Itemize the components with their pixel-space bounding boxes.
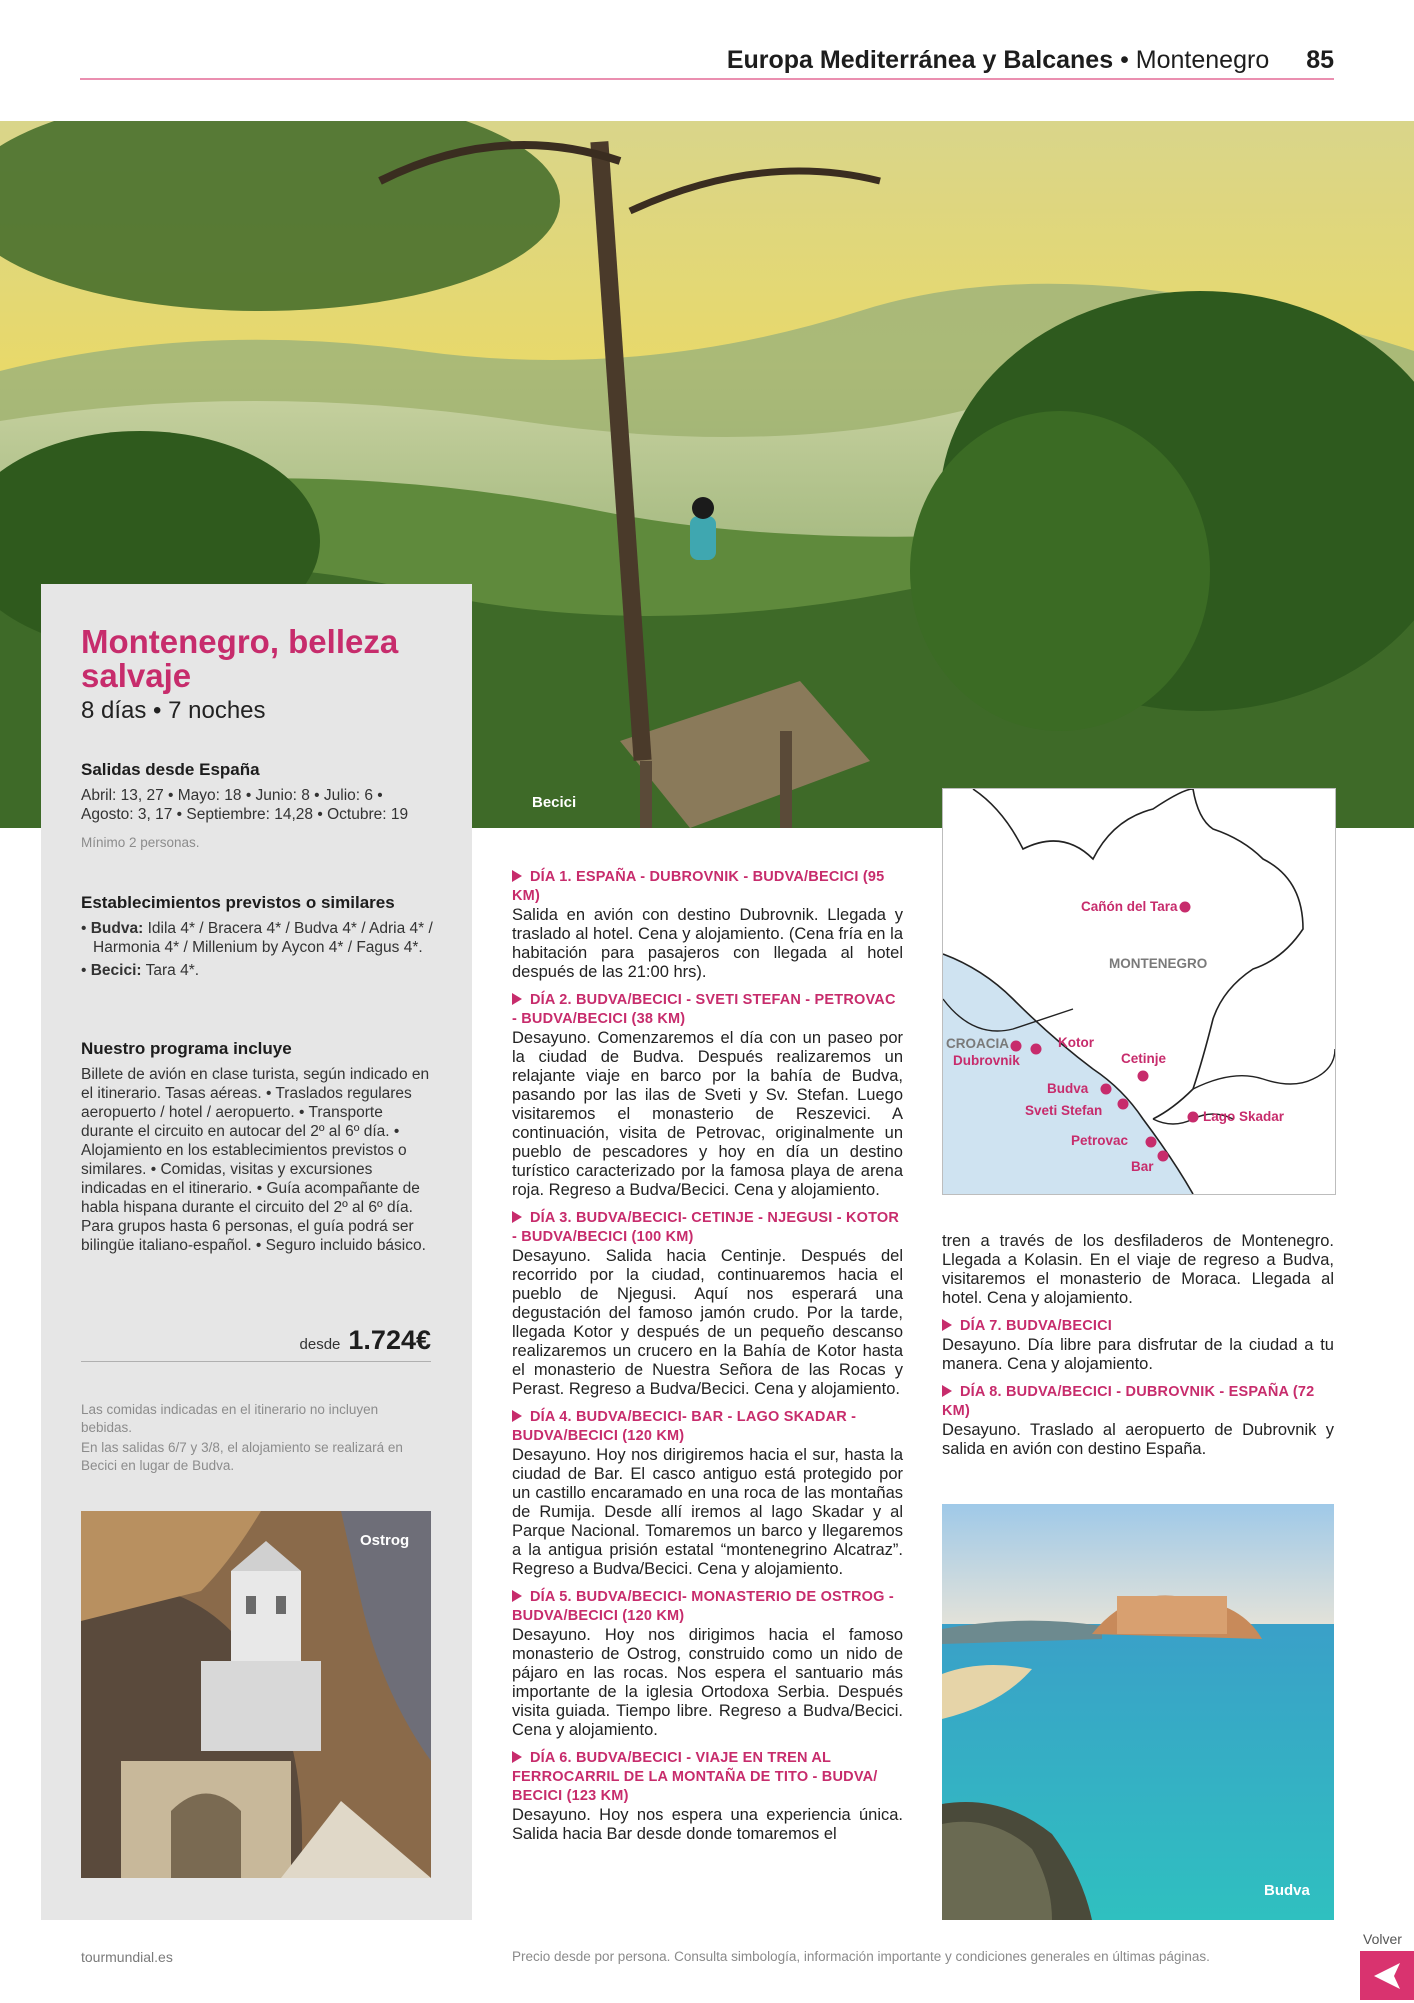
minimum-note: Mínimo 2 personas. (81, 835, 200, 850)
map-label-cetinje: Cetinje (1121, 1051, 1167, 1066)
day-7-title: DÍA 7. BUDVA/BECICI (942, 1317, 1334, 1336)
itinerary-day (512, 1588, 903, 1740)
hotels-section (81, 893, 436, 980)
hotel-names: Tara 4*. (145, 962, 200, 979)
day-6-title: DÍA 6. BUDVA/BECICI - VIAJE EN TREN AL FERROCARRIL DE LA MONTAÑA DE TITO - BUDVA/ BECICI (123 KM) (512, 1750, 878, 1804)
itinerary-day (942, 1383, 1334, 1459)
map-label-montenegro: MONTENEGRO (1109, 956, 1208, 971)
itinerary-column (512, 868, 903, 1853)
ostrog-image (81, 1511, 431, 1878)
map-label-petrovac: Petrovac (1071, 1133, 1129, 1148)
hotel-city: Becici: (90, 962, 142, 979)
budva-image (942, 1504, 1334, 1920)
day-4-title: DÍA 4. BUDVA/BECICI- BAR - LAGO SKADAR - BUDVA/BECICI (120 KM) (512, 1409, 857, 1444)
back-label: Volver (1363, 1931, 1402, 1947)
map-label-budva: Budva (1047, 1081, 1089, 1096)
header-divider (80, 78, 1334, 80)
bookmark-icon (512, 993, 522, 1005)
itinerary-day (512, 991, 903, 1200)
bookmark-icon (512, 1410, 522, 1422)
day-4-text: Desayuno. Hoy nos dirigiremos hacia el sur, hasta la ciudad de Bar. El casco antiguo está protegido por un castillo encaramado en una roca de las montañas de Rumija. Desde allí iremos al lago Skadar y al Parque Nacional. Tomaremos un barco y llegaremos a la antigua prisión estatal “montenegrino Alcatraz”. Regreso a Budva/Becici. Cena y alojamiento. (512, 1446, 903, 1578)
footer-disclaimer: Precio desde por persona. Consulta simbología, información importante y condiciones generales en últimas páginas. (512, 1949, 1210, 1964)
price-block (81, 1325, 431, 1356)
itinerary-column-right (942, 1232, 1334, 1468)
bookmark-icon (942, 1319, 952, 1331)
hotels-heading: Establecimientos previstos o similares (81, 893, 395, 912)
includes-text: Billete de avión en clase turista, según indicado en el itinerario. Tasas aéreas. • Traslados regulares aeropuerto / hotel / aeropuerto. • Transporte durante el circuito en autocar del 2º al 6º día. • Alojamiento en los establecimientos previstos o similares. • Comidas, visitas y excursiones indicadas en el itinerario. • Guía acompañante de habla hispana durante el circuito del 2º al 6º día. Para grupos hasta 6 personas, el guía podrá ser bilingüe italiano-español. • Seguro incluido básico. (81, 1066, 430, 1254)
map-label-tara: Cañón del Tara (1081, 899, 1178, 914)
list-item: • Budva: Idila 4* / Bracera 4* / Budva 4* / Adria 4* / Harmonia 4* / Millenium by Aycon 4* / Fagus 4*. (81, 920, 433, 956)
day-2-text: Desayuno. Comenzaremos el día con un paseo por la ciudad de Budva. Después realizaremos un relajante viaje en barco por la bahía de Budva, pasando por las ilas de Sveti y Sv. Stefan. Luego visitaremos el monasterio de Reszevici. A continuación, visita de Petrovac, originalmente un pueblo de pescadores y hoy en día un destino turístico caracterizado por la famosa playa de arena roja. Regreso a Budva/Becici. Cena y alojamiento. (512, 1029, 903, 1199)
back-button[interactable] (1360, 1951, 1414, 2000)
trip-duration: 8 días • 7 noches (81, 697, 266, 724)
itinerary-day (942, 1232, 1334, 1308)
arrow-left-icon (1360, 1951, 1414, 2000)
map-label-sveti-stefan: Sveti Stefan (1025, 1103, 1103, 1118)
map-label-dubrovnik: Dubrovnik (953, 1053, 1020, 1068)
day-1-text: Salida en avión con destino Dubrovnik. Llegada y traslado al hotel. Cena y alojamiento. (Cena fría en la habitación para pasajeros con llegada al hotel después de las 21:00 hrs). (512, 906, 903, 981)
day-7-text: Desayuno. Día libre para disfrutar de la ciudad a tu manera. Cena y alojamiento. (942, 1336, 1334, 1373)
itinerary-day (512, 1408, 903, 1579)
itinerary-day (942, 1317, 1334, 1374)
price-amount: 1.724€ (348, 1325, 431, 1355)
hotel-names: Idila 4* / Bracera 4* / Budva 4* / Adria 4* / Harmonia 4* / Millenium by Aycon 4* / Fagus 4*. (93, 920, 433, 956)
note-accommodation: En las salidas 6/7 y 3/8, el alojamiento se realizará en Becici en lugar de Budva. (81, 1440, 403, 1473)
departures-section (81, 760, 431, 852)
section-title: Europa Mediterránea y Balcanes (726, 46, 1114, 74)
includes-heading: Nuestro programa incluye (81, 1039, 292, 1058)
page-header (80, 46, 1334, 76)
map-label-lago-skadar: Lago Skadar (1203, 1109, 1285, 1124)
bookmark-icon (512, 1211, 522, 1223)
note-meals: Las comidas indicadas en el itinerario no incluyen bebidas. (81, 1402, 379, 1435)
footer-site[interactable]: tourmundial.es (81, 1949, 173, 1965)
header-country: Montenegro (1135, 46, 1270, 74)
ostrog-caption: Ostrog (360, 1532, 410, 1549)
day-5-title: DÍA 5. BUDVA/BECICI- MONASTERIO DE OSTROG - BUDVA/BECICI (120 KM) (512, 1589, 894, 1624)
day-6-text: Desayuno. Hoy nos espera una experiencia única. Salida hacia Bar desde donde tomaremos el (512, 1806, 903, 1843)
bookmark-icon (512, 1751, 522, 1763)
bookmark-icon (942, 1385, 952, 1397)
itinerary-day (512, 1749, 903, 1844)
bookmark-icon (512, 870, 522, 882)
itinerary-day (512, 868, 903, 982)
day-6-continuation: tren a través de los desfiladeros de Montenegro. Llegada a Kolasin. En el viaje de regreso a Budva, visitaremos el monasterio de Moraca. Llegada al hotel. Cena y alojamiento. (942, 1232, 1334, 1307)
budva-caption: Budva (1264, 1882, 1310, 1899)
departures-dates: Abril: 13, 27 • Mayo: 18 • Junio: 8 • Julio: 6 • Agosto: 3, 17 • Septiembre: 14,28 • Octubre: 19 (81, 787, 409, 823)
itinerary-day (512, 1209, 903, 1399)
day-3-text: Desayuno. Salida hacia Centinje. Después del recorrido por la ciudad, continuaremos hacia el pueblo de Njegusi. Aquí nos esperará una degustación del famoso jamón crudo. Por la tarde, llegada Kotor y después de un pequeño descanso realizaremos un crucero en la Bahía de Kotor hasta el monasterio de Nuestra Señora de las Rocas y Perast. Regreso a Budva/Becici. Cena y alojamiento. (512, 1247, 903, 1398)
notes (81, 1401, 431, 1475)
includes-section (81, 1039, 431, 1255)
departures-heading: Salidas desde España (81, 760, 260, 779)
day-5-text: Desayuno. Hoy nos dirigimos hacia el famoso monasterio de Ostrog, construido como un nido de pájaro en las rocas. Nos espera el santuario más importante de la iglesia Ortodoxa Serbia. Después visita guiada. Tiempo libre. Regreso a Budva/Becici. Cena y alojamiento. (512, 1626, 903, 1739)
hotel-city: Budva: (90, 920, 144, 937)
price-divider (81, 1361, 431, 1362)
bookmark-icon (512, 1590, 522, 1602)
day-2-title: DÍA 2. BUDVA/BECICI - SVETI STEFAN - PETROVAC - BUDVA/BECICI (38 KM) (512, 992, 896, 1027)
map-label-kotor: Kotor (1058, 1035, 1094, 1050)
day-8-title: DÍA 8. BUDVA/BECICI - DUBROVNIK - ESPAÑA (72 KM) (942, 1384, 1315, 1419)
map-label-bar: Bar (1131, 1159, 1154, 1174)
page-number: 85 (1306, 46, 1334, 74)
map-label-croacia: CROACIA (946, 1036, 1009, 1051)
day-8-text: Desayuno. Traslado al aeropuerto de Dubrovnik y salida en avión con destino España. (942, 1421, 1334, 1458)
trip-title: Montenegro, belleza salvaje (81, 623, 399, 694)
header-separator: • (1120, 46, 1129, 74)
route-map (942, 788, 1336, 1195)
price-from-label: desde (299, 1336, 341, 1353)
day-3-title: DÍA 3. BUDVA/BECICI- CETINJE - NJEGUSI - KOTOR - BUDVA/BECICI (100 KM) (512, 1210, 900, 1245)
hotels-list (81, 919, 436, 980)
hero-caption: Becici (532, 794, 577, 811)
list-item: • Becici: Tara 4*. (81, 962, 200, 979)
day-1-title: DÍA 1. ESPAÑA - DUBROVNIK - BUDVA/BECICI (95 KM) (512, 869, 885, 904)
